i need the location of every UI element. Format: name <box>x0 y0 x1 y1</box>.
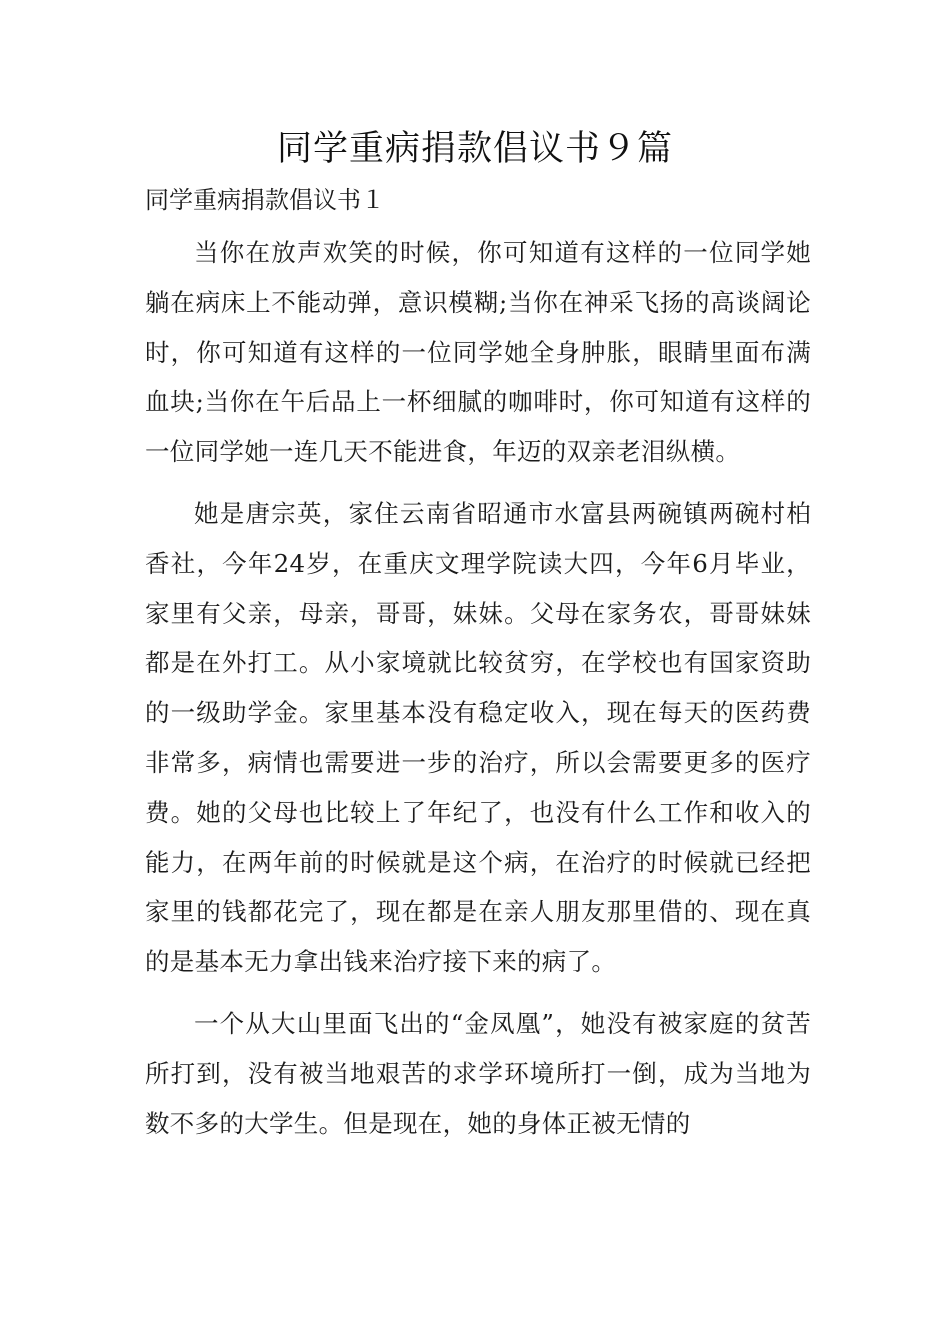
section-heading: 同学重病捐款倡议书１ <box>145 186 385 214</box>
paragraph-1: 当你在放声欢笑的时候，你可知道有这样的一位同学她躺在病床上不能动弹，意识模糊;当你在神采飞扬的高谈阔论时，你可知道有这样的一位同学她全身肿胀，眼睛里面布满血块;当你在午后品上一杯细腻的咖啡时，你可知道有这样的一位同学她一连几天不能进食，年迈的双亲老泪纵横。 <box>145 238 811 467</box>
paragraph-3: 一个从大山里面飞出的“金凤凰”，她没有被家庭的贫苦所打到，没有被当地艰苦的求学环境所打一倒，成为当地为数不多的大学生。但是现在，她的身体正被无情的 <box>145 1008 811 1138</box>
document-body <box>145 228 811 1160</box>
document-title: 同学重病捐款倡议书９篇 <box>276 129 673 169</box>
paragraph-2: 她是唐宗英，家住云南省昭通市水富县两碗镇两碗村柏香社，今年24岁，在重庆文理学院读大四，今年6月毕业，家里有父亲，母亲，哥哥，妹妹。父母在家务农，哥哥妹妹都是在外打工。从小家境就比较贫穷，在学校也有国家资助的一级助学金。家里基本没有稳定收入，现在每天的医药费非常多，病情也需要进一步的治疗，所以会需要更多的医疗费。她的父母也比较上了年纪了，也没有什么工作和收入的能力，在两年前的时候就是这个病，在治疗的时候就已经把家里的钱都花完了，现在都是在亲人朋友那里借的、现在真的是基本无力拿出钱来治疗接下来的病了。 <box>145 498 811 977</box>
